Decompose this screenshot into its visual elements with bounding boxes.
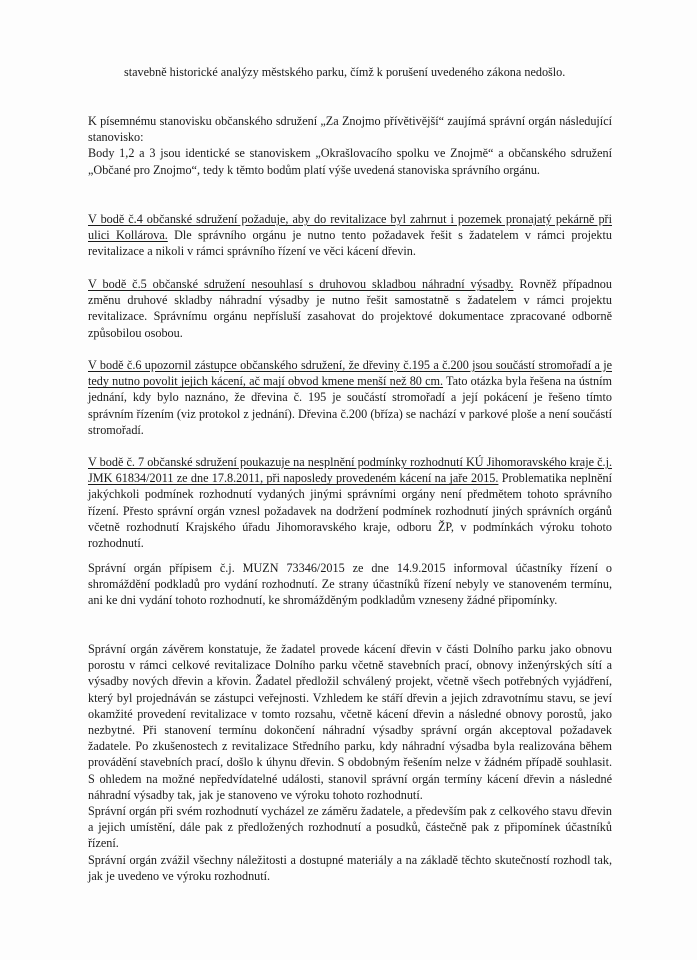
paragraph-text: Problematika neplnění jakýchkoli podmínek rozhodnutí vydaných jinými správními orgány není předmětem tohoto správního řízení. Přesto správní orgán vznesl požadavek na dodržení podmínek rozhodnutí jiných správních orgánů včetně rozhodnutí Krajského úřadu Jihomoravského kraje, odboru ŽP, v podmínkách výroku tohoto rozhodnutí. bbox=[88, 471, 612, 551]
paragraph-bod-7 bbox=[88, 454, 612, 551]
paragraph-stanovisko bbox=[88, 113, 612, 178]
underlined-point-text: V bodě č.5 občanské sdružení nesouhlasí s druhovou skladbou náhradní výsadby. bbox=[88, 277, 514, 291]
paragraph-text: Správní orgán přípisem č.j. MUZN 73346/2015 ze dne 14.9.2015 informoval účastníky řízení o shromáždění podkladů pro vydání rozhodnutí. Ze strany účastníků řízení nebyly ve stanoveném termínu, ani ke dni vydání tohoto rozhodnutí, ke shromážděným podkladům vzneseny žádné připomínky. bbox=[88, 561, 612, 608]
paragraph-text: K písemnému stanovisku občanského sdružení „Za Znojmo přívětivější“ zaujímá správní orgán následující stanovisko: bbox=[88, 114, 612, 145]
paragraph-text: Tato otázka byla řešena na ústním jednání, kdy bylo naznáno, že dřevina č. 195 je součástí stromořadí a její pokácení je řešeno tímto správním řízením (viz protokol z jednání). Dřevina č.200 (bříza) se nachází v parkové ploše a není součástí stromořadí. bbox=[88, 374, 613, 437]
paragraph-bod-4 bbox=[88, 211, 612, 260]
paragraph-text: Rovněž případnou změnu druhové skladby náhradní výsadby je nutno řešit samostatně s žadatelem v rámci projektu revitalizace. Správnímu orgánu nepřísluší zasahovat do projektové dokumentace zpracované odborně způsobilou osobou. bbox=[88, 277, 612, 340]
paragraph-bod-6 bbox=[88, 357, 612, 438]
paragraph-shromazdeni-podkladu bbox=[88, 560, 612, 609]
paragraph-continuation bbox=[124, 64, 612, 80]
paragraph-text: Body 1,2 a 3 jsou identické se stanoviskem „Okrašlovacího spolku ve Znojmě“ a občanského sdružení „Občané pro Znojmo“, tedy k těmto bodům platí výše uvedená stanoviska správního orgánu. bbox=[88, 146, 612, 177]
paragraph-text: Správní orgán při svém rozhodnutí vycházel ze záměru žadatele, a především pak z celkového stavu dřevin a jejich umístění, dále pak z předložených rozhodnutí a posudků, částečně pak z připomínek účastníků řízení. bbox=[88, 804, 612, 851]
underlined-point-text: V bodě č.4 občanské sdružení požaduje, aby do revitalizace byl zahrnut i pozemek pronajatý pekárně při ulici Kollárova. bbox=[88, 212, 612, 243]
paragraph-text: stavebně historické analýzy městského parku, čímž k porušení uvedeného zákona nedošlo. bbox=[124, 65, 566, 79]
paragraph-text: Dle správního orgánu je nutno tento požadavek řešit s žadatelem v rámci projektu revitalizace a nikoli v rámci správního řízení ve věci kácení dřevin. bbox=[88, 228, 612, 259]
underlined-point-text: V bodě č.6 upozornil zástupce občanského sdružení, že dřeviny č.195 a č.200 jsou součástí stromořadí a je tedy nutno povolit jejich kácení, ač mají obvod kmene menší než 80 cm. bbox=[88, 358, 612, 389]
paragraph-zaver bbox=[88, 641, 612, 884]
paragraph-bod-5 bbox=[88, 276, 612, 341]
paragraph-text: Správní orgán zvážil všechny náležitosti a dostupné materiály a na základě těchto skutečností rozhodl tak, jak je uvedeno ve výroku rozhodnutí. bbox=[88, 852, 612, 883]
paragraph-text: Správní orgán závěrem konstatuje, že žadatel provede kácení dřevin v části Dolního parku jako obnovu porostu v rámci celkové revitalizace Dolního parku včetně stavebních prací, obnovy inženýrských sítí a výsadby nových dřevin a křovin. Žadatel předložil schválený projekt, včetně všech potřebných vyjádření, který byl projednáván se zástupci veřejnosti. Vzhledem ke stáří dřevin a jejich zdravotnímu stavu, se jeví okamžité provedení revitalizace v tomto rozsahu, včetně kácení dřevin a následné obnovy porostů, jako nezbytné. Při stanovení termínu dokončení náhradní výsadby správní orgán akceptoval požadavek žadatele. Po zkušenostech z revitalizace Středního parku, kdy náhradní výsadba byla realizována během provádění stavebních prací, došlo k úhynu dřevin. S obdobným řešením nelze v žádném případě souhlasit. S ohledem na možné nepředvídatelné události, stanovil správní orgán termíny kácení dřevin a následné náhradní výsadby tak, jak je stanoveno ve výroku tohoto rozhodnutí. bbox=[88, 642, 612, 802]
underlined-point-text: V bodě č. 7 občanské sdružení poukazuje na nesplnění podmínky rozhodnutí KÚ Jihomoravského kraje č.j. JMK 61834/2011 ze dne 17.8.2011, při naposledy provedeném kácení na jaře 2015. bbox=[88, 455, 612, 486]
